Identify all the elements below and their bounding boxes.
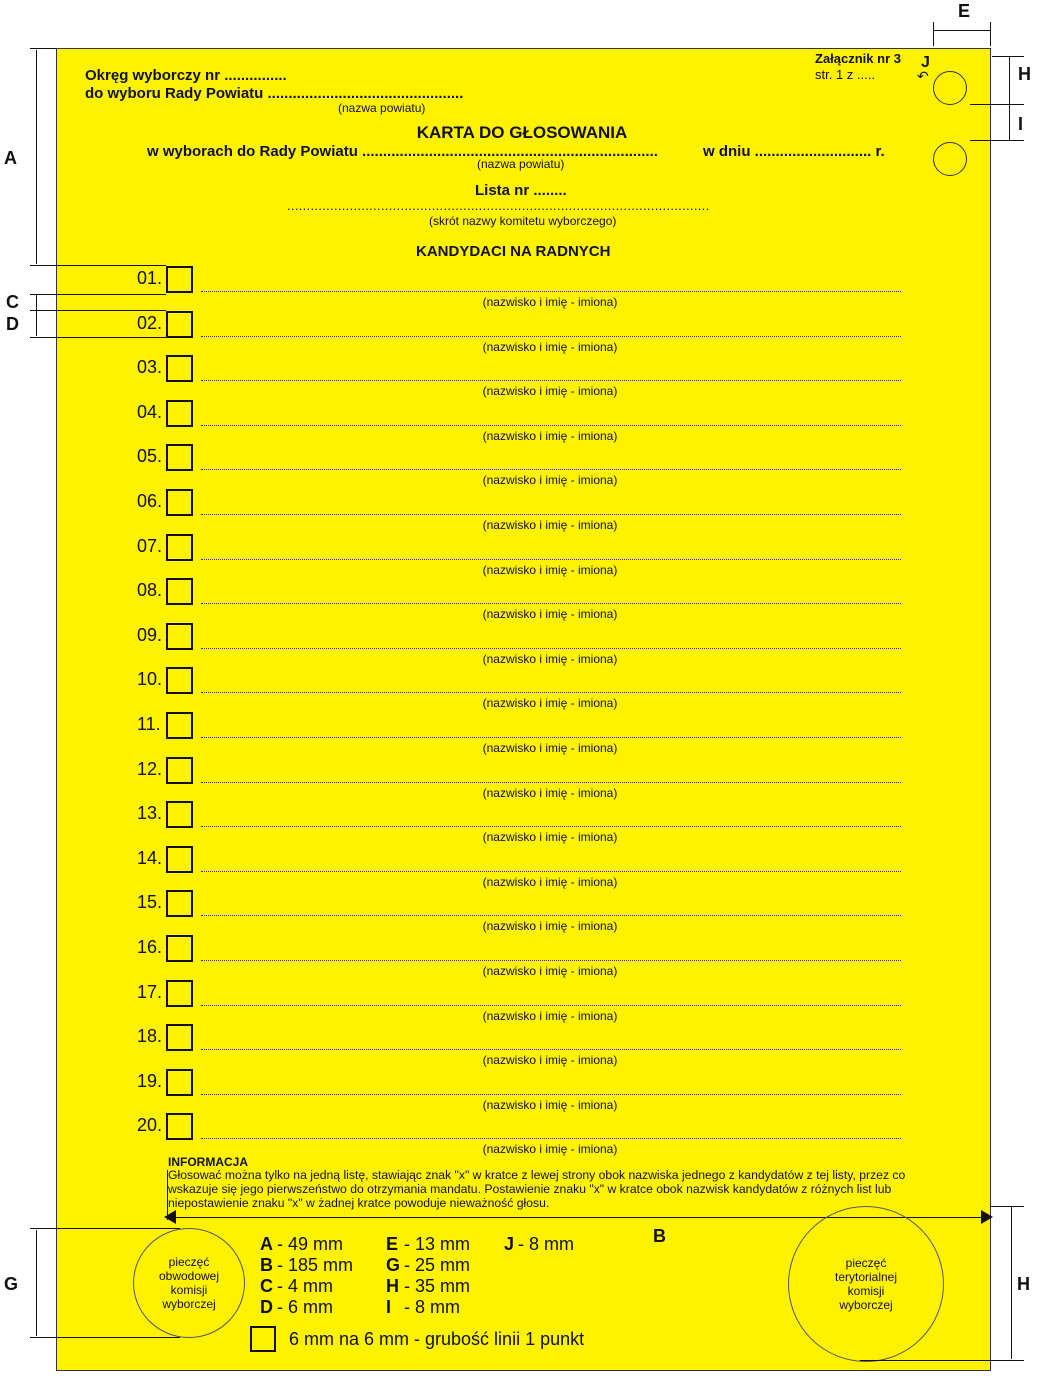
vote-checkbox[interactable] xyxy=(166,712,193,739)
candidate-name-caption: (nazwisko i imię - imiona) xyxy=(482,562,618,577)
info-text xyxy=(168,1168,948,1210)
candidate-name-caption: (nazwisko i imię - imiona) xyxy=(482,295,618,309)
curved-arrow-icon: ↶ xyxy=(917,68,929,84)
info-line-2: wskazuje się jego pierwszeństwo do otrzymania mandatu. Postawienie znaku "x" w kratce obok nazwisk kandydatów z różnych list lub xyxy=(168,1182,892,1196)
candidate-number: 18. xyxy=(137,1026,163,1047)
candidate-name-caption: (nazwisko i imię - imiona) xyxy=(482,428,618,443)
vote-checkbox[interactable] xyxy=(166,1069,193,1096)
vote-checkbox[interactable] xyxy=(166,1024,193,1051)
candidate-number: 17. xyxy=(137,981,163,1002)
candidate-number: 07. xyxy=(137,535,163,556)
stamp-territorial-commission: pieczęć terytorialnej komisji wyborczej xyxy=(788,1206,944,1362)
vote-checkbox[interactable] xyxy=(166,489,193,516)
dimension-legend-col-1: A - 49 mm B - 185 mm C - 4 mm D - 6 mm xyxy=(260,1234,354,1317)
committee-dots: ............................................................................................................ xyxy=(287,198,710,213)
vote-checkbox[interactable] xyxy=(166,444,193,471)
dimension-g-line xyxy=(36,1230,37,1336)
candidate-number: 20. xyxy=(137,1115,163,1136)
candidate-name-caption: (nazwisko i imię - imiona) xyxy=(482,339,618,354)
vote-checkbox[interactable] xyxy=(166,311,193,338)
candidate-name-line xyxy=(201,782,901,783)
candidate-name-line xyxy=(201,380,901,381)
candidate-name-caption: (nazwisko i imię - imiona) xyxy=(482,518,618,532)
dimension-e-line xyxy=(934,30,990,31)
candidate-number: 12. xyxy=(137,758,163,779)
candidate-name-line xyxy=(201,871,901,872)
stamp-precinct-commission: pieczęć obwodowej komisji wyborczej xyxy=(133,1228,245,1338)
candidate-name-caption: (nazwisko i imię - imiona) xyxy=(482,1097,618,1112)
vote-checkbox[interactable] xyxy=(166,400,193,427)
candidate-name-line xyxy=(201,692,901,693)
dimension-b-label: B xyxy=(653,1226,666,1246)
candidate-name-caption: (nazwisko i imię - imiona) xyxy=(482,785,618,800)
info-line-3: niepostawienie znaku "x" w żadnej kratce powoduje nieważność głosu. xyxy=(168,1196,550,1210)
candidate-name-line xyxy=(201,648,901,649)
dimension-legend-col-3: J - 8 mm xyxy=(504,1234,575,1254)
dimension-h-line xyxy=(1011,1207,1012,1359)
vote-checkbox[interactable] xyxy=(166,980,193,1007)
candidate-name-line xyxy=(201,1138,901,1139)
vote-checkbox[interactable] xyxy=(166,355,193,382)
candidate-name-line xyxy=(201,469,901,470)
dimension-a-line xyxy=(36,50,37,264)
candidate-number: 02. xyxy=(137,312,163,333)
vote-checkbox[interactable] xyxy=(166,846,193,873)
county-caption-2: (nazwa powiatu) xyxy=(477,157,565,171)
candidate-number: 15. xyxy=(137,892,163,913)
sample-vote-box xyxy=(250,1326,276,1352)
dimension-a-label: A xyxy=(4,148,17,168)
candidate-name-caption: (nazwisko i imię - imiona) xyxy=(482,473,618,488)
candidate-number: 04. xyxy=(137,401,163,422)
arrow-left-icon xyxy=(164,1210,176,1224)
dimension-j-label: J xyxy=(921,54,930,71)
candidate-number: 09. xyxy=(137,624,163,645)
candidate-name-line xyxy=(201,559,901,560)
election-line: w wyborach do Rady Powiatu ....................................................................... xyxy=(147,143,658,160)
candidate-name-line xyxy=(201,737,901,738)
candidate-name-line xyxy=(201,514,901,515)
dimension-c-label: C xyxy=(6,292,19,312)
punch-hole-bottom xyxy=(933,142,967,176)
info-heading: INFORMACJA xyxy=(168,1155,248,1169)
candidate-name-line xyxy=(201,603,901,604)
county-caption: (nazwa powiatu) xyxy=(338,101,426,115)
dimension-i-label: I xyxy=(1018,114,1024,134)
candidate-name-line xyxy=(201,960,901,961)
vote-checkbox[interactable] xyxy=(166,623,193,650)
candidate-name-caption: (nazwisko i imię - imiona) xyxy=(482,874,618,889)
candidate-name-caption: (nazwisko i imię - imiona) xyxy=(482,607,618,622)
candidate-name-caption: (nazwisko i imię - imiona) xyxy=(482,651,618,666)
vote-checkbox[interactable] xyxy=(166,890,193,917)
candidate-number: 05. xyxy=(137,446,163,467)
vote-checkbox[interactable] xyxy=(166,266,193,293)
candidate-name-line xyxy=(201,1094,901,1095)
candidate-name-line xyxy=(201,1005,901,1006)
list-number: Lista nr ........ xyxy=(475,182,567,199)
candidate-name-line xyxy=(201,336,901,337)
dimension-e-label: E xyxy=(958,1,971,21)
candidate-name-line xyxy=(201,1049,901,1050)
punch-hole-top xyxy=(933,71,967,105)
dimension-h-top-label: H xyxy=(1018,64,1031,84)
candidate-number: 16. xyxy=(137,937,163,957)
vote-checkbox[interactable] xyxy=(166,1113,193,1140)
candidate-name-caption: (nazwisko i imię - imiona) xyxy=(482,919,618,934)
candidate-number: 01. xyxy=(137,268,163,288)
date-line: w dniu ............................ r. xyxy=(703,143,885,160)
box-spec-note: 6 mm na 6 mm - grubość linii 1 punkt xyxy=(289,1329,585,1349)
candidate-name-caption: (nazwisko i imię - imiona) xyxy=(482,1053,618,1068)
candidate-name-line xyxy=(201,826,901,827)
page-number: str. 1 z ..... xyxy=(815,67,875,82)
candidate-name-line xyxy=(201,915,901,916)
dimension-hi-line xyxy=(1009,56,1010,140)
candidate-number: 14. xyxy=(137,847,163,868)
candidate-number: 11. xyxy=(137,714,161,734)
candidate-number: 10. xyxy=(137,669,163,690)
dimension-cd-line xyxy=(36,294,37,336)
candidate-number: 08. xyxy=(137,580,163,601)
candidate-name-caption: (nazwisko i imię - imiona) xyxy=(482,964,618,978)
candidates-heading: KANDYDACI NA RADNYCH xyxy=(416,243,611,260)
election-for-line: do wyboru Rady Powiatu ............................................... xyxy=(85,85,464,102)
candidate-name-caption: (nazwisko i imię - imiona) xyxy=(482,1142,618,1157)
candidate-number: 06. xyxy=(137,491,163,511)
vote-checkbox[interactable] xyxy=(166,757,193,784)
dimension-legend-col-2: E - 13 mm G - 25 mm H - 35 mm I - 8 mm xyxy=(386,1234,471,1317)
vote-checkbox[interactable] xyxy=(166,578,193,605)
candidate-name-line xyxy=(201,291,901,292)
candidate-name-caption: (nazwisko i imię - imiona) xyxy=(482,696,618,711)
committee-caption: (skrót nazwy komitetu wyborczego) xyxy=(429,214,617,228)
candidate-name-caption: (nazwisko i imię - imiona) xyxy=(482,830,618,845)
candidate-number: 13. xyxy=(137,803,163,824)
info-line-1: Głosować można tylko na jedną listę, stawiając znak "x" w kratce z lewej strony obok nazwiska jednego z kandydatów z tej listy, przez co xyxy=(168,1168,906,1182)
candidate-name-caption: (nazwisko i imię - imiona) xyxy=(482,384,618,399)
vote-checkbox[interactable] xyxy=(166,534,193,561)
candidate-number: 19. xyxy=(137,1070,163,1091)
ballot-title: KARTA DO GŁOSOWANIA xyxy=(416,123,628,142)
candidate-name-caption: (nazwisko i imię - imiona) xyxy=(482,1008,618,1023)
candidate-name-line xyxy=(201,425,901,426)
vote-checkbox[interactable] xyxy=(166,801,193,828)
candidate-number: 03. xyxy=(137,357,163,378)
vote-checkbox[interactable] xyxy=(166,667,193,694)
district-line: Okręg wyborczy nr ............... xyxy=(85,67,287,84)
annex-label: Załącznik nr 3 xyxy=(815,51,901,66)
dimension-g-label: G xyxy=(4,1274,19,1294)
dimension-d-label: D xyxy=(6,314,19,334)
arrow-right-icon xyxy=(981,1210,993,1224)
dimension-h-label: H xyxy=(1017,1274,1030,1294)
vote-checkbox[interactable] xyxy=(166,935,193,962)
candidate-name-caption: (nazwisko i imię - imiona) xyxy=(482,741,618,755)
